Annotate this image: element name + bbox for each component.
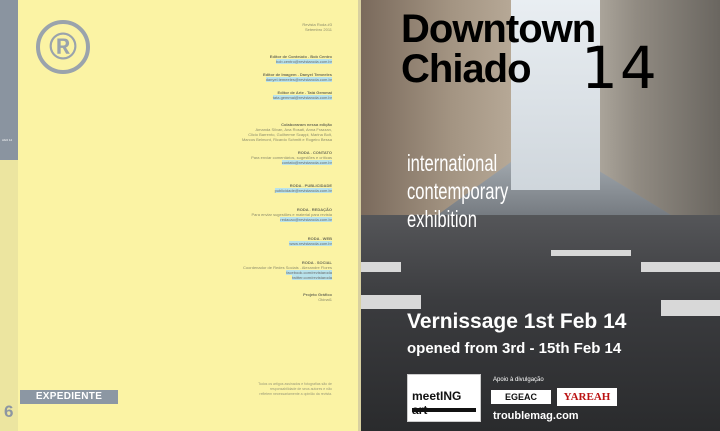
magazine-info [172,22,332,32]
exhibition-dates: opened from 3rd - 15th Feb 14 [407,340,622,357]
sponsor-logo-text: meetING [412,389,462,403]
contact-email-link[interactable]: contato@revistaroda.com.br [281,160,332,165]
crosswalk-stripe [551,250,631,256]
vernissage-date: Vernissage 1st Feb 14 [407,310,627,333]
crosswalk-stripe [361,262,401,272]
staff-role: Editor de Arte . Tatá Gemmai [277,90,332,95]
crosswalk-stripe [661,300,720,316]
contact-entry [172,207,332,222]
contributors-names: Amanda Silvan, Ana Rosati, Anna Frazzan, [255,127,332,132]
poster-title-line1: Downtown [401,7,596,51]
magazine-date: Setembro 2011 [304,27,332,32]
contributors-names: Marcos Belmont, Ricardo Schmitt e Rogeiro Bessa [241,137,332,142]
contact-entry [172,183,332,193]
exhibition-poster [361,0,720,431]
poster-title-number: 14 [581,34,659,102]
sponsor-logo [407,374,481,422]
contact-text: Para enviar sugestões e material para revista [251,212,332,217]
magazine-page [0,0,358,431]
partner-logo-egeac: EGEAC [491,390,551,404]
social-link[interactable]: twitter.com/revistaroda [291,275,332,280]
crosswalk-stripe [361,295,421,309]
page-number: 6 [4,402,14,421]
poster-subtitle-line: international [407,150,498,176]
contributors [172,122,332,142]
sponsor-logo-bar [412,408,476,412]
staff-entry [172,90,332,100]
contact-text: Coordenador de Redes Sociais . Alexandre Flores [243,265,332,270]
contact-heading: RODA . WEB [307,236,332,241]
contact-heading: RODA . SOCIAL [301,260,332,265]
footer-line: responsabilidade de seus autores e não [269,387,332,391]
staff-entry [172,72,332,82]
contributors-heading: Colaboraram nessa edição [281,122,332,127]
contact-email-link[interactable]: redacao@revistaroda.com.br [280,217,332,222]
staff-entry [172,54,332,64]
project-credit [172,292,332,302]
website-link[interactable]: troublemag.com [493,410,579,422]
staff-email-link[interactable]: tata.gemmai@revistaroda.com.br [272,95,332,100]
contact-entry [172,236,332,246]
footer-line: refletem necessariamente a opinião da revista. [259,392,332,396]
staff-role: Editor de Imagem . Danyel Temeeles [262,72,332,77]
poster-title-line2: Chiado [401,47,531,91]
staff-role: Editor de Conteúdo . Bob Centro [269,54,332,59]
contributors-names: Clicio Barrento, Guilherme Scappi, Marina Bolt, [248,132,332,137]
section-label: EXPEDIENTE [20,390,118,404]
contact-heading: RODA . CONTATO [297,150,332,155]
footer-line: Todos os artigos assinados e fotografias são de [258,382,332,386]
margin-label: Abril 12 [2,138,13,142]
contact-entry [172,150,332,165]
contact-heading: RODA . PUBLICIDADE [289,183,332,188]
contact-entry [172,260,332,280]
contact-web-link[interactable]: www.revistaroda.com.br [289,241,332,246]
contact-email-link[interactable]: publicidade@revistaroda.com.br [274,188,332,193]
magazine-name: Revista Roda #3 [302,22,332,27]
staff-email-link[interactable]: danyel.temeeles@revistaroda.com.br [265,77,332,82]
staff-email-link[interactable]: bob.centro@revistaroda.com.br [275,59,332,64]
masthead-column [172,22,332,310]
crosswalk-stripe [641,262,720,272]
registered-logo-icon: ® [36,20,90,74]
project-heading: Projeto Gráfico [303,292,332,297]
support-label: Apoio à divulgação [493,377,544,383]
footer-note [222,382,332,397]
poster-subtitle-line: contemporary [407,178,509,204]
social-link[interactable]: facebook.com/revistaroda [286,270,332,275]
poster-subtitle-line: exhibition [407,206,477,232]
contact-text: Para enviar comentários, sugestões e críticas [251,155,332,160]
partner-logo-yareah: YAREAH [557,388,617,406]
page-margin-strip-top [0,0,18,160]
contact-heading: RODA . REDAÇÃO [296,207,332,212]
project-name: Okinat1 [318,297,332,302]
